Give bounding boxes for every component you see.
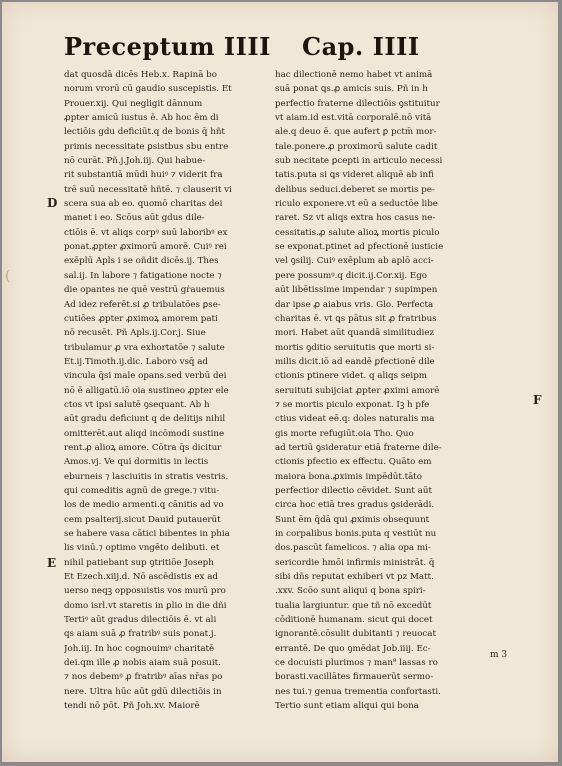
text-line: manet i eo. Scōus aūt gdus dile- xyxy=(64,213,205,224)
text-line: sub necitate ꝑcepti in articulo necessi xyxy=(275,156,443,167)
text-line: vel ꝯsilij. Cuiꝰ exēplum ab aplō acci- xyxy=(275,256,434,267)
page-edge-mark: ( xyxy=(5,268,11,284)
left-column xyxy=(64,68,270,713)
text-line: nere. Ultra hūc aūt gdū dilectiōis in xyxy=(64,686,222,697)
text-line: sal.ij. In labore ⁊ fatigatione nocte ⁊ xyxy=(64,270,222,281)
text-line: norum vrorū cū gaudio suscepistis. Et xyxy=(64,84,232,95)
text-line: ctiōis ē. vt aliqs corpꝰ suū laboribꝰ ex xyxy=(64,227,228,238)
text-line: omitterēt.aut aliqd incōmodi sustine xyxy=(64,428,225,439)
text-line: nihil patiebant sup ꝯtritiōe Joseph xyxy=(64,557,214,568)
text-line: Amos.vj. Ve qui dormitis in lectis xyxy=(64,457,209,468)
text-line: tale.ponere.ꝓ proximorū salute cadit xyxy=(275,141,438,152)
text-line: qs aiam suā ꝓ fratribꝰ suis ponat.j. xyxy=(64,629,217,640)
text-line: primis necessitate ꝑsistbus sbu entre xyxy=(64,141,229,152)
text-line: ctos vt ipsi salutē ꝯsequant. Ab h xyxy=(64,399,210,410)
text-line: borasti.vacillātes firmauerūt sermo- xyxy=(275,672,434,683)
text-line: raret. Sz vt aliqs extra hos casus ne- xyxy=(275,213,436,224)
text-line: dos.pascūt famelicos. ⁊ alia opa mi- xyxy=(275,543,431,554)
text-line: sericordie hmōi infirmis ministrāt. q̄ xyxy=(275,557,435,568)
text-line: aūt libētissime impendar ⁊ supimpen xyxy=(275,285,438,296)
text-line: lectiōis gdu deficiūt.q de bonis q̄ hñt xyxy=(64,127,225,138)
text-line: ⁊ nos debemꝰ ꝓ fratribꝰ aīas nr̄as po xyxy=(64,672,223,683)
text-line: ignorantē.cōsulit dubitanti ⁊ reuocat xyxy=(275,629,436,640)
text-line: qui comeditis agnū de grege.⁊ vitu- xyxy=(64,485,220,496)
text-line: cōditionē humanam. sicut qui docet xyxy=(275,615,433,626)
text-line: cem psalterij.sicut Dauid putauerūt xyxy=(64,514,221,525)
text-line: dat quosdā dicēs Heb.x. Rapinā bo xyxy=(64,70,217,80)
text-line: Joh.iij. In hoc cognouimꝰ charitatē xyxy=(64,643,215,654)
text-line: gis morte refugiūt.oia Tho. Quo xyxy=(275,428,414,439)
text-line: maiora bona.ꝓximis impēdūt.tāto xyxy=(275,471,423,482)
text-line: nes tui.⁊ genua trementia confortasti. xyxy=(275,686,441,697)
text-line: Et Ezech.xiij.d. Nō ascēdistis ex ad xyxy=(64,572,218,583)
text-line: mortis ꝯditio seruitutis que morti si- xyxy=(275,342,435,353)
text-line: mori. Habet aūt quandā similitudiez xyxy=(275,328,435,339)
text-line: nō curāt. Pñ.j.Joh.iij. Qui habue- xyxy=(64,156,206,167)
text-line: perfectior dilectio cēvidet. Sunt aūt xyxy=(275,485,432,496)
text-line: tatis.puta si ꝗs videret aliquē ab infi xyxy=(275,170,434,181)
right-column xyxy=(275,68,481,713)
text-line: vt aiam.id est.vitā corporalē.nō vitā xyxy=(275,113,432,124)
text-line: lis vinū.⁊ optimo vngēto delibuti. et xyxy=(64,543,220,554)
text-line: Tertiꝰ aūt gradus dilectiōis ē. vt ali xyxy=(64,615,217,626)
text-line: nō recusēt. Pñ Apls.ij.Cor.j. Siue xyxy=(64,328,206,339)
text-line: ctius videat eē.q: doles naturalis ma xyxy=(275,414,435,425)
header-right: Cap. IIII xyxy=(302,32,420,61)
text-line: rit substantiā mūdi huiꝰ ⁊ viderit fra xyxy=(64,170,223,181)
text-line: perfectio fraterne dilectiōis ꝯstituitur xyxy=(275,98,440,109)
text-line: aūt gradu deficiunt q de delitijs nihil xyxy=(64,414,226,425)
text-line: ctionis pfectio ex effectu. Quāto em xyxy=(275,457,432,468)
text-line: seruituti subijciat ꝓpter ꝓximi amorē xyxy=(275,385,440,396)
text-line: vincula q̄si male opans.sed verbū dei xyxy=(64,371,227,382)
text-line: cutiōes ꝓpter ꝓximoꝝ amorem pati xyxy=(64,313,218,324)
text-line: sibi dñs reputat exhiberi vt pz Matt. xyxy=(275,572,434,583)
header-left: Preceptum IIII xyxy=(64,32,271,61)
text-line: scera sua ab eo. quomō charitas dei xyxy=(64,199,223,210)
text-line: ctionis ptinere videt. q aliqs seipm xyxy=(275,371,428,382)
signature-mark: m 3 xyxy=(490,650,508,660)
text-line: se habere vasa cātici bibentes in phia xyxy=(64,529,230,539)
margin-marker-e: E xyxy=(47,556,57,570)
margin-marker-d: D xyxy=(47,196,58,210)
text-line: Prouer.xij. Qui negligit dānnum xyxy=(64,98,203,109)
text-line: die opantes ne quē vestrū gṙauemus xyxy=(64,285,225,296)
text-line: tribulamur ꝓ vra exhortatōe ⁊ salute xyxy=(64,342,225,353)
text-line: delibus seduci.deberet se mortis pe- xyxy=(275,184,435,195)
text-line: ce docuisti plurimos ⁊ man⁹ lassas ro xyxy=(275,658,438,669)
text-line: ꝓpter amicū iustus ē. Ab hoc ēm di xyxy=(64,113,219,124)
text-line: errantē. De quo ꝯmēdat Job.iiij. Ec- xyxy=(275,643,431,654)
text-line: riculo exponere.vt eū a seductōe libe xyxy=(275,199,438,210)
text-line: Tertio sunt etiam aliqui qui bona xyxy=(275,701,419,712)
text-line: ad tertiū ꝯsideratur etiā fraterne dile- xyxy=(275,442,442,453)
text-line: Et.ij.Timoth.ij.dic. Laboro vsq̄ ad xyxy=(64,356,208,367)
text-line: domo isrl.vt staretis in ꝑlio in die dñi xyxy=(64,600,227,611)
text-line: tendi nō pōt. Pñ Joh.xv. Maiorē xyxy=(64,701,200,712)
text-line: ponat.ꝓpter ꝓximorū amorē. Cuiꝰ rei xyxy=(64,242,227,253)
text-line: dar ipse ꝓ aiabus vris. Glo. Perfecta xyxy=(275,299,434,310)
text-line: pere possumꝰ.q dicit.ij.Cor.xij. Ego xyxy=(275,270,428,281)
text-line: charitas ē. vt ꝗs pātus sit ꝓ fratribus xyxy=(275,313,437,324)
text-line: ⁊ se mortis piculo exponat. Iꝫ h pfe xyxy=(275,399,430,410)
text-line: se exponat.ptinet ad pfectionē iusticie xyxy=(275,242,444,253)
running-header xyxy=(2,32,558,64)
text-line: cessitatis.ꝓ salute alioꝝ mortis piculo xyxy=(275,227,440,238)
text-line: dei.qm ille ꝓ nobis aiam suā posuit. xyxy=(64,658,221,669)
text-line: uerso neqꝫ opposuistis vos murū pro xyxy=(64,586,226,597)
text-line: circa hoc etiā tres gradus ꝯsiderādi. xyxy=(275,500,435,511)
text-line: ale.q deuo ē. que aufert ꝑ pctm̄ mor- xyxy=(275,127,437,138)
text-line: Ad idez referēt.si ꝓ tribulatōes ꝑse- xyxy=(64,299,221,310)
text-line: milis dicit.iō ad eandē ꝑfectionē dile xyxy=(275,356,435,367)
book-page xyxy=(2,2,558,762)
text-line: exēplū Apls i se oñdit dicēs.ij. Thes xyxy=(64,256,219,267)
text-line: suā ponat ꝗs.ꝓ amicis suis. Pñ in h xyxy=(275,84,428,95)
margin-marker-f: F xyxy=(533,393,542,407)
text-line: eburneis ⁊ lasciuitis in stratis vestris. xyxy=(64,471,229,482)
text-line: Sunt ēm q̄dā qui ꝓximis obsequunt xyxy=(275,514,430,525)
text-line: rent.ꝓ alioꝝ amore. Cōtra q̄s dicitur xyxy=(64,442,222,453)
text-line: .xxv. Scōo sunt aliqui q bona spiri- xyxy=(275,586,426,597)
text-line: nō ē alligatū.iō oia sustineo ꝓpter ele xyxy=(64,385,229,396)
text-line: tualia largiuntur. que tñ nō excedūt xyxy=(275,600,432,611)
text-line: los de medio armenti.q cānitis ad vo xyxy=(64,500,224,511)
text-line: hac dilectionē nemo habet vt animā xyxy=(275,70,433,80)
text-line: in corpalibus bonis.puta q vestiūt nu xyxy=(275,529,437,539)
text-line: trē suū necessitatē hñtē. ⁊ clauserit vi xyxy=(64,184,232,195)
